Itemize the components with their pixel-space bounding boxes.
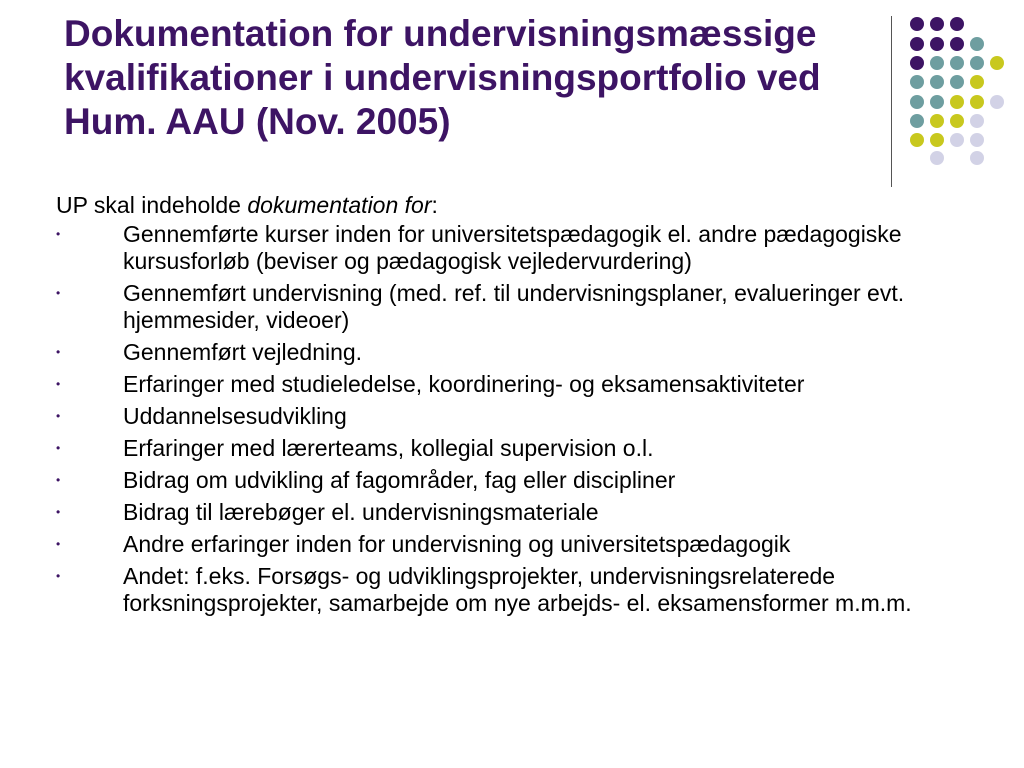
bullet-icon: • — [56, 227, 61, 241]
dot-lavender — [990, 95, 1004, 109]
bullet-text: Andet: f.eks. Forsøgs- og udviklingsprojekter, undervisningsrelaterede forksningsprojekter, samarbejde om nye arbejds- el. eksamensformer m.m.m. — [123, 563, 912, 616]
intro-emphasis: dokumentation for — [247, 192, 432, 218]
slide-body — [56, 192, 956, 622]
dot-yellow — [950, 114, 964, 128]
bullet-item — [56, 563, 956, 617]
bullet-item — [56, 531, 956, 558]
bullet-icon: • — [56, 409, 61, 423]
dot-purple — [950, 37, 964, 51]
dot-lavender — [970, 133, 984, 147]
bullet-text: Andre erfaringer inden for undervisning og universitetspædagogik — [123, 531, 791, 557]
dot-lavender — [930, 151, 944, 165]
dot-teal — [970, 56, 984, 70]
bullet-icon: • — [56, 569, 61, 583]
dot-lavender — [950, 133, 964, 147]
dot-purple — [930, 37, 944, 51]
intro-line — [56, 192, 956, 219]
dot-yellow — [930, 133, 944, 147]
bullet-text: Bidrag til lærebøger el. undervisningsmateriale — [123, 499, 599, 525]
dot-yellow — [990, 56, 1004, 70]
decorative-dot-grid — [0, 0, 1024, 200]
bullet-icon: • — [56, 377, 61, 391]
bullet-text: Gennemførte kurser inden for universitetspædagogik el. andre pædagogiske kursusforløb (beviser og pædagogisk vejledervurdering) — [123, 221, 902, 274]
dot-lavender — [970, 151, 984, 165]
dot-yellow — [950, 95, 964, 109]
bullet-item — [56, 339, 956, 366]
bullet-item — [56, 371, 956, 398]
bullet-icon: • — [56, 505, 61, 519]
bullet-item — [56, 499, 956, 526]
dot-purple — [950, 17, 964, 31]
dot-purple — [910, 17, 924, 31]
bullet-icon: • — [56, 345, 61, 359]
dot-teal — [970, 37, 984, 51]
dot-lavender — [970, 114, 984, 128]
bullet-icon: • — [56, 537, 61, 551]
dot-teal — [910, 75, 924, 89]
bullet-list — [56, 221, 956, 617]
dot-teal — [910, 95, 924, 109]
bullet-text: Gennemført undervisning (med. ref. til undervisningsplaner, evalueringer evt. hjemmesider, videoer) — [123, 280, 905, 333]
dot-purple — [910, 56, 924, 70]
slide-title: Dokumentation for undervisningsmæssige kvalifikationer i undervisningsportfolio ved Hum. AAU (Nov. 2005) — [64, 13, 821, 142]
bullet-item — [56, 467, 956, 494]
dot-teal — [930, 56, 944, 70]
dot-yellow — [930, 114, 944, 128]
dot-yellow — [970, 95, 984, 109]
bullet-icon: • — [56, 441, 61, 455]
bullet-item — [56, 435, 956, 462]
intro-colon: : — [431, 192, 438, 218]
bullet-icon: • — [56, 286, 61, 300]
bullet-text: Uddannelsesudvikling — [123, 403, 347, 429]
bullet-item — [56, 280, 956, 334]
dot-purple — [910, 37, 924, 51]
bullet-text: Erfaringer med studieledelse, koordinering- og eksamensaktiviteter — [123, 371, 805, 397]
bullet-text: Gennemført vejledning. — [123, 339, 363, 365]
dot-purple — [930, 17, 944, 31]
bullet-text: Erfaringer med lærerteams, kollegial supervision o.l. — [123, 435, 654, 461]
bullet-icon: • — [56, 473, 61, 487]
dot-yellow — [910, 133, 924, 147]
dot-teal — [930, 75, 944, 89]
dot-teal — [950, 75, 964, 89]
dot-teal — [930, 95, 944, 109]
dot-teal — [950, 56, 964, 70]
bullet-item — [56, 403, 956, 430]
dot-yellow — [970, 75, 984, 89]
intro-text: UP skal indeholde — [56, 192, 248, 218]
bullet-text: Bidrag om udvikling af fagområder, fag eller discipliner — [123, 467, 676, 493]
dot-teal — [910, 114, 924, 128]
bullet-item — [56, 221, 956, 275]
